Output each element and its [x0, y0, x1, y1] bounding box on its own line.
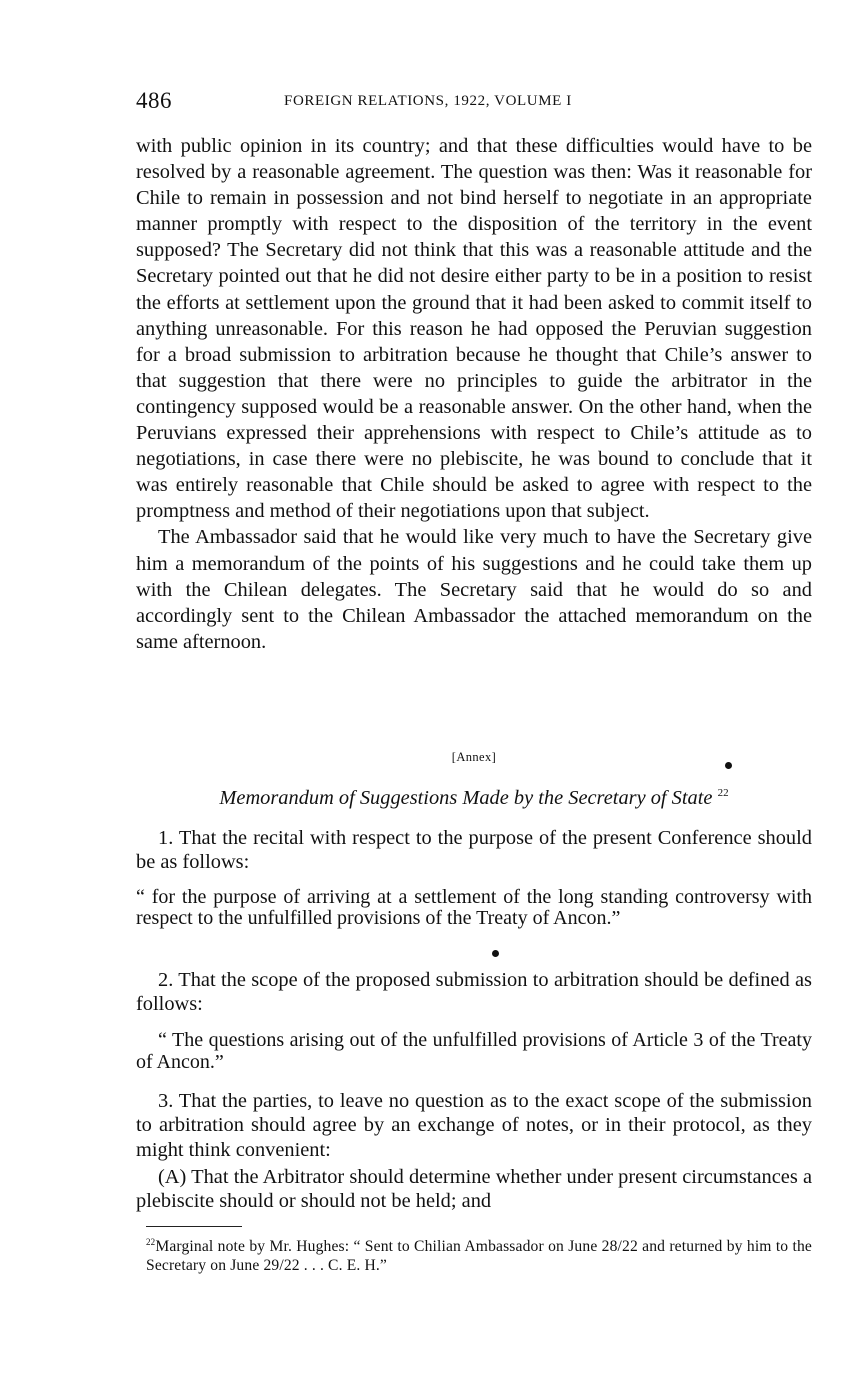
annex-label-text: [Annex]: [451, 750, 497, 764]
body-paragraph: with public opinion in its country; and that these difficulties would have to be resolved by a reasonable agreement. The question was then: Was it reasonable for Chile to remain in possession and not bind herself to negotiate in an appropriate manner promptly with respect to the disposition of the territory in the event supposed? The Secretary did not think that this was a reasonable attitude and the Secretary pointed out that he did not desire either party to be in a position to resist the efforts at settlement upon the ground that it had been asked to commit itself to anything unreasonable. For this reason he had opposed the Peruvian suggestion for a broad submission to arbitration because he thought that Chile’s answer to that suggestion that there were no principles to guide the arbitrator in the contingency supposed would be a reasonable answer. On the other hand, when the Peruvians expressed their apprehensions with respect to Chile’s attitude as to negotiations, in case there were no plebiscite, he was bound to conclude that it was entirely reasonable that Chile should be asked to agree with respect to the promptness and method of their negotiations upon that subject.: [136, 135, 812, 523]
memo-item-3: [136, 1089, 812, 1162]
memo-quote-1: [136, 887, 812, 929]
memo-item-1: [136, 826, 812, 875]
page-header: [136, 88, 812, 118]
footnote: [146, 1238, 812, 1275]
page-number: 486: [136, 88, 172, 113]
memo-title-text: Memorandum of Suggestions Made by the Secretary of State: [219, 787, 713, 809]
memo-item-2: [136, 968, 812, 1017]
body-text: [136, 133, 812, 655]
memo-quote-text: “ for the purpose of arriving at a settlement of the long standing controversy with respect to the unfulfilled provisions of the Treaty of Ancon.”: [136, 886, 812, 929]
footnote-text: Marginal note by Mr. Hughes: “ Sent to Chilian Ambassador on June 28/22 and returned by him to the Secretary on June 29/22 . . . C. E. H.”: [146, 1238, 812, 1274]
footnote-reference: 22: [717, 787, 729, 800]
memo-item-text: 3. That the parties, to leave no question as to the exact scope of the submission to arbitration should agree by an exchange of notes, or in their protocol, as they might think convenient:: [136, 1090, 812, 1161]
memo-item-3a: [136, 1165, 812, 1214]
memo-item-text: 1. That the recital with respect to the purpose of the present Conference should be as follows:: [136, 827, 812, 874]
memo-quote-text: “ The questions arising out of the unfulfilled provisions of Article 3 of the Treaty of Ancon.”: [136, 1029, 812, 1073]
memo-title: [136, 785, 812, 811]
footnote-rule: [146, 1226, 242, 1227]
annex-label: [0, 750, 862, 765]
footnote-marker: 22: [146, 1236, 156, 1247]
memo-quote-2: [136, 1029, 812, 1073]
ink-dot: [725, 762, 732, 769]
memo-item-text: (A) That the Arbitrator should determine whether under present circumstances a plebiscite should or should not be held; and: [136, 1166, 812, 1213]
body-paragraph: The Ambassador said that he would like very much to have the Secretary give him a memorandum of the points of his suggestions and he could take them up with the Chilean delegates. The Secretary said that he would do so and accordingly sent to the Chilean Ambassador the attached memorandum on the same afternoon.: [136, 526, 812, 653]
memo-item-text: 2. That the scope of the proposed submission to arbitration should be defined as follows:: [136, 969, 812, 1016]
running-head: FOREIGN RELATIONS, 1922, VOLUME I: [284, 93, 572, 109]
ink-dot: [492, 950, 499, 957]
